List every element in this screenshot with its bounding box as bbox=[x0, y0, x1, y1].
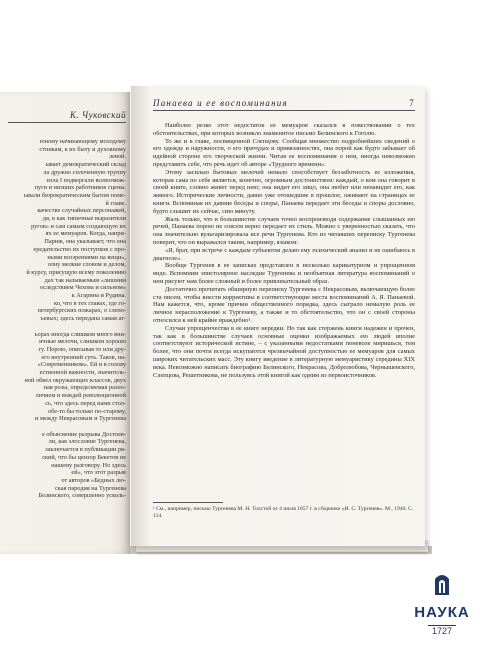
body-paragraph: Вообще Тургенев в ее записках представлен в несколько карикатурном и упрощенном виде. Вспомним эпистолярное наследие Тургенева и необъятная литература воспоминаний о нем рисуют нам более сложный и более привлекательный образ. bbox=[153, 262, 415, 285]
footnote-rule bbox=[153, 502, 223, 505]
left-text-line: ей», что этот разрыв bbox=[71, 469, 126, 477]
body-paragraph: Жаль только, что в большинстве случаев точно воспроизводя содержание слышанных ею речей, Панаева порою не совсем верно передает их стиль. Можно с уверенностью сказать, что она значительно вульгаризировала все речи Тургенева. Кто из читавших переписку Тургенева поверит, что он выражался таким, например, языком: bbox=[153, 215, 415, 246]
left-text-line: Париж, она указывает, что она bbox=[44, 238, 126, 246]
left-page-header: К. Чуковский bbox=[8, 110, 126, 123]
left-text-line: ередательство их поступков с про- bbox=[33, 245, 126, 253]
left-text-line: оследствием Чехова и сильном» bbox=[39, 284, 126, 292]
left-text-line: ывали бюрократическим бытом поме- bbox=[23, 191, 126, 199]
left-text-line: к Агарина и Рудина. bbox=[71, 292, 126, 300]
left-text-line: ъевых; здесь передана самая ат- bbox=[40, 315, 126, 323]
left-text-line: ьорах иногда слишком много вни- bbox=[34, 330, 126, 338]
open-book bbox=[0, 52, 480, 557]
left-text-line: е объяснение разрыва Достоев- bbox=[41, 430, 126, 438]
body-paragraph: Наиболее резко этот недостаток ее мемуаров сказался в повествовании о тех обстоятельствах, при которых возникло знаменитое письмо Белинского к Гоголю. bbox=[153, 122, 415, 137]
left-text-line: Белинского, совершенно усколь- bbox=[38, 492, 126, 500]
left-text-line: ях ее мемуаров. Когда, напри- bbox=[45, 230, 126, 238]
left-text-line: «Современником». Ей и в голову bbox=[37, 361, 126, 369]
left-text-line: ной обвел окружающих классов, двух bbox=[24, 376, 126, 384]
right-page-body bbox=[153, 122, 415, 379]
body-paragraph: Достаточно прочитать обширную переписку Тургенева с Некрасовым, включающую более ста писем, чтобы внести коррективы в соответствующие места воспоминаний А. Я. Панаевой. Нам кажется, что, кроме причин общественного порядка, здесь сыграло немалую роль ее личное нерасположение к Тургеневу, а также и то обстоятельство, что он с своей стороны относился к ней крайне враждебно¹. bbox=[153, 285, 415, 324]
left-text-line: нашему разговору. Но здесь bbox=[51, 461, 126, 469]
publisher-name: НАУКА bbox=[414, 604, 470, 621]
running-title: Панаева и ее воспоминания bbox=[153, 98, 288, 108]
body-paragraph: То же и в главе, посвященной Слепцову. Сообщая множество подробнейших сведений о его одежде и наружности, о его причудах и привязанностях, она порой как будто забывает об идейной стороне его творческой жизни. Читая ее воспоминания о нем, иногда невозможно представить себе, что речь идет об авторе «Трудного времени». bbox=[153, 137, 415, 168]
left-text-line: дя, в как типичные выразители bbox=[42, 215, 126, 223]
publisher-logo bbox=[411, 571, 473, 649]
left-text-line: ли, как злословие Тургенева, bbox=[48, 438, 126, 446]
right-page bbox=[131, 86, 425, 546]
left-text-line: й курсу, присущую всему поколению bbox=[26, 268, 126, 276]
left-text-line: качестве случайных персонажей, bbox=[37, 207, 126, 215]
left-text-line: петербургских пожарах, о слепо- bbox=[37, 307, 126, 315]
left-text-line: юному начинающему молодому bbox=[39, 138, 126, 145]
left-text-line: личием и вождей революционной bbox=[35, 392, 126, 400]
left-text-line: ественной важности, значитель- bbox=[39, 369, 126, 377]
left-page-text bbox=[2, 138, 126, 500]
left-text-line: й главе. bbox=[105, 199, 126, 207]
left-text-line: олну мелкие словом и делом, bbox=[47, 261, 126, 269]
body-paragraph: «Я, брат, при встрече с каждым субъектом делаю ему психический анализ и не ошибаюсь в диагнозе». bbox=[153, 246, 415, 262]
left-text-line: нзла I подвергали всевозмож- bbox=[46, 176, 126, 184]
left-text-line: ругов» и сам самым создающую их bbox=[31, 222, 126, 230]
left-page bbox=[0, 92, 130, 554]
right-page-header bbox=[153, 98, 415, 111]
left-text-line: стникам, к их быту и духовному bbox=[39, 145, 126, 153]
left-text-line: от авторов «Бедных лю- bbox=[61, 476, 126, 484]
left-text-line: гу. Порою, описывая то или дру- bbox=[38, 345, 126, 353]
left-text-line: ичные мелочи, слишком хорошо bbox=[39, 338, 126, 346]
left-text-line: левой. bbox=[109, 153, 126, 161]
left-text-line: ская пародия на Тургенева bbox=[54, 484, 126, 492]
left-text-line: ский, что бы цензор Бекетов не bbox=[42, 453, 126, 461]
footnote: ¹ См., например, письмо Тургенева М. Н. Толстой от 4 июля 1857 г. в сборнике «И. С. Тургенев». М., 1940. С. 114. bbox=[153, 506, 414, 519]
body-paragraph: Этому засилью бытовых мелочей немало способствует беззаботность ее изложения, которая сама по себе является, конечно, огромным достоинством: каждый, о ком она говорит в своей книге, словно живет перед нею; она видит его лицо, она любит или ненавидит его, как живого. Исторические личности, давно уже отошедшие в прошлое, оживают на страницах ее книги. Вспоминая их давние беседы и споры, Панаева передает эти беседы и споры дословно, будто слышит их сейчас, сию минуту. bbox=[153, 168, 415, 215]
left-text-line: ными воззрениями на вещи», bbox=[47, 253, 126, 261]
publisher-year: 1727 bbox=[428, 625, 456, 636]
left-text-line bbox=[2, 423, 126, 431]
body-paragraph: Случаи упрощенчества в ее книге нередки. Но так как стержень книги надежен и прочен, так как в большинстве случаев основные оценки изображаемых ею людей вполне соответствуют исторической истине, – с указанными недостатками поневоле миришься, тем более, что они почти всегда искупаются чрезвычайной доступностью ее мемуаров для самых широких читательских масс. Эту книгу введение в литературную мемуаристику середины XIX века. Невозможно написать биографию Белинского, Некрасова, Добролюбова, Чернышевского, Слепцова, Решетникова, не пользуясь этой книгой как одним из первоисточников. bbox=[153, 324, 415, 379]
left-text-line: заключается в публикации ря- bbox=[45, 446, 126, 454]
left-text-line: ная розы, определяемая разно- bbox=[43, 384, 126, 392]
left-text-line: обе-то бы только по-старому, bbox=[47, 407, 126, 415]
left-text-line: дах так называемым «лишним bbox=[44, 276, 126, 284]
left-text-line: ывает демократический склад bbox=[45, 161, 126, 169]
left-text-line: его внутренний суть. Таков, на- bbox=[41, 353, 126, 361]
pillar-emblem-icon bbox=[431, 571, 453, 597]
page-number: 7 bbox=[409, 98, 415, 108]
left-text-line: пуги и низших работников сцены. bbox=[34, 184, 126, 192]
left-text-line bbox=[2, 323, 126, 331]
left-text-line: ко, что в тех главах, где го- bbox=[53, 299, 126, 307]
left-text-line: сь, что здесь перед нами стол- bbox=[45, 399, 126, 407]
left-text-line: и между Некрасовым и Тургенева bbox=[35, 415, 126, 423]
left-text-line: ла дружно сплоченную труппу bbox=[43, 168, 126, 176]
